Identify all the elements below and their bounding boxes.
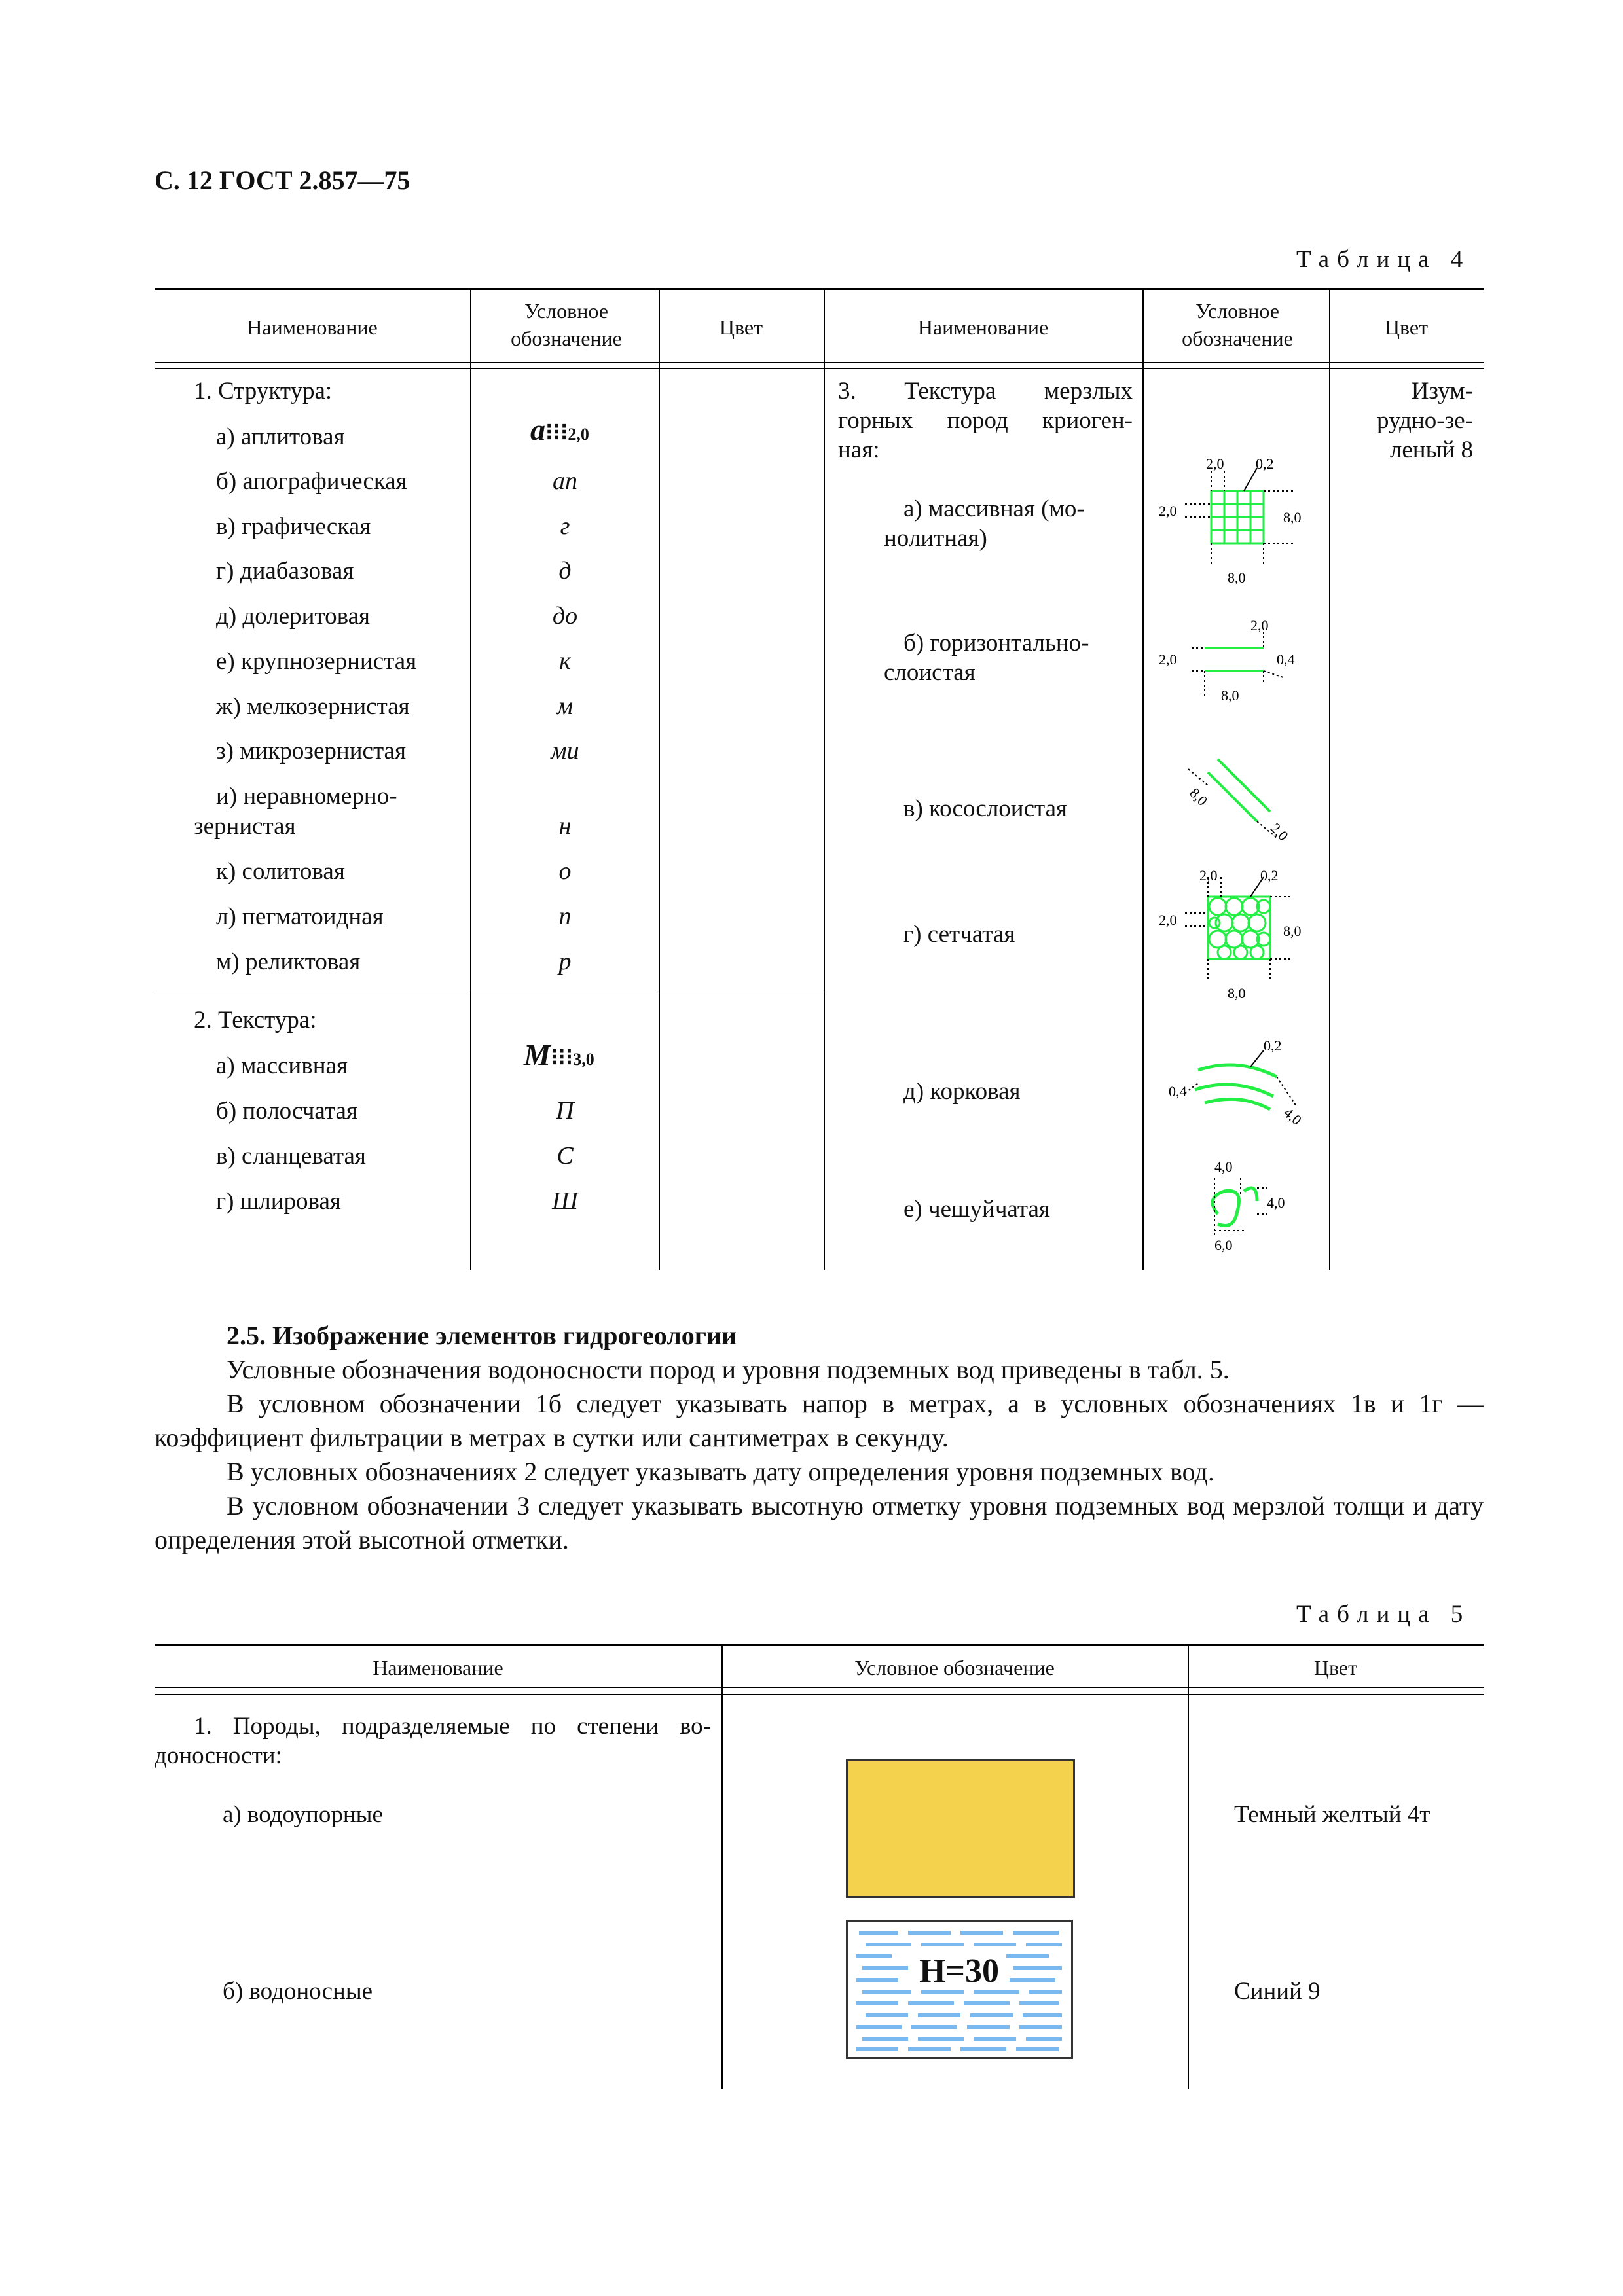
table5-header-name: Наименование	[373, 1656, 503, 1679]
table-row-symbol: д	[558, 557, 572, 584]
dim-label: 0,2	[1264, 1037, 1282, 1054]
table-row-name: г) диабазовая	[216, 558, 354, 584]
table4-col-divider	[470, 288, 471, 1270]
table-row-symbol: п	[558, 903, 572, 930]
table5-col-divider	[1188, 1644, 1189, 2089]
section3-color-line1: Изум-	[1411, 378, 1473, 404]
symbol-massivnaya: М⁝⁝⁝3,0	[524, 1038, 594, 1071]
table-row-name: д) корковая	[903, 1078, 1021, 1105]
dim-label: 2,0	[1267, 819, 1292, 844]
table-row-name: ж) мелкозернистая	[216, 693, 410, 720]
table-row-name: а) водоупорные	[223, 1801, 383, 1828]
table-row-name: г) сетчатая	[903, 921, 1015, 948]
table-row-symbol: ап	[553, 467, 577, 495]
table5-header-rule	[155, 1687, 1484, 1688]
table-row-name: д) долеритовая	[216, 603, 371, 630]
section3-color-line2: рудно-зе-	[1377, 407, 1473, 434]
dim-label: 0,4	[1169, 1083, 1187, 1100]
table4-col-divider	[1142, 288, 1144, 1270]
section3-title-line3: ная:	[838, 437, 880, 463]
table-row-name: а) массивная	[216, 1052, 348, 1079]
table4-header-rule	[155, 362, 1484, 363]
table4-col-divider	[824, 288, 825, 1270]
dim-label: 4,0	[1267, 1194, 1285, 1211]
scaly-texture-symbol	[1178, 1152, 1309, 1257]
table-row-name: е) крупнозернистая	[216, 648, 417, 675]
table-row-name: в) графическая	[216, 513, 371, 540]
table5-section1-line1: 1. Породы, подразделяемые по степени во-	[194, 1713, 711, 1740]
table4-header-color-2: Цвет	[1384, 315, 1429, 339]
table-row-name: а) массивная (мо-	[903, 495, 1085, 522]
table-row-name-cont: нолитная)	[884, 525, 987, 552]
dim-label: 8,0	[1221, 687, 1239, 704]
table-row-name: а) аплитовая	[216, 423, 345, 450]
section2-title: 2. Текстура:	[194, 1007, 317, 1033]
table4-top-rule	[155, 288, 1484, 290]
table-row-color: Синий 9	[1234, 1978, 1321, 2005]
table-row-name: б) водоносные	[223, 1978, 373, 2005]
table-row-name: г) шлировая	[216, 1188, 341, 1215]
table-row-symbol: С	[556, 1142, 574, 1170]
table5-header-symbol: Условное обозначение	[854, 1656, 1055, 1679]
table-row-color: Темный желтый 4т	[1234, 1801, 1431, 1828]
table5-top-rule	[155, 1644, 1484, 1646]
dim-label: 0,2	[1260, 867, 1279, 884]
table-row-name: б) полосчатая	[216, 1098, 357, 1124]
table4-header-name-2: Наименование	[917, 315, 1049, 339]
crust-texture-symbol	[1165, 1034, 1322, 1132]
dim-label: 8,0	[1228, 985, 1246, 1001]
table-row-symbol: м	[556, 692, 574, 720]
table-row-symbol: Ш	[552, 1187, 578, 1215]
dim-label: 8,0	[1186, 784, 1211, 809]
table-row-name-cont: зернистая	[194, 813, 296, 840]
symbol-aplitovaya: a⁝⁝⁝2,0	[530, 413, 589, 446]
dim-label: 8,0	[1228, 569, 1246, 586]
section3-color-line3: леный 8	[1389, 437, 1473, 463]
page-header: С. 12 ГОСТ 2.857—75	[155, 166, 410, 195]
section-heading: 2.5. Изображение элементов гидрогеологии	[227, 1321, 737, 1350]
table-row-name: в) сланцеватая	[216, 1143, 366, 1170]
dim-label: 2,0	[1199, 867, 1218, 884]
table-row-name: к) солитовая	[216, 858, 345, 885]
aquifer-swatch	[846, 1920, 1075, 2060]
table5-col-divider	[721, 1644, 723, 2089]
dim-label: 2,0	[1159, 651, 1177, 668]
section3-title-line1: 3. Текстура мерзлых	[838, 378, 1133, 404]
reticulate-texture-symbol	[1159, 867, 1316, 1011]
table4-header-rule-2	[155, 368, 1484, 369]
dim-label: 6,0	[1214, 1237, 1233, 1253]
paragraph: Условные обозначения водоносности пород и уровня подземных вод приведены в табл. 5.	[227, 1355, 1230, 1384]
table-row-name-cont: слоистая	[884, 659, 976, 686]
table-row-name: и) неравномерно-	[216, 783, 397, 810]
section1-title: 1. Структура:	[194, 378, 333, 404]
paragraph: В условном обозначении 1б следует указывать напор в метрах, а в условных обозначениях 1в и 1г — коэффициент фильтрации в метрах в сутки или сантиметрах в секунду.	[155, 1389, 1484, 1452]
table-row-symbol: ми	[551, 737, 579, 764]
section3-title-line2: горных пород криоген-	[838, 407, 1133, 434]
table4-header-name: Наименование	[247, 315, 378, 339]
dim-label: 2,0	[1159, 912, 1177, 928]
table-row-symbol: р	[558, 948, 572, 975]
table-row-symbol: г	[560, 512, 570, 540]
paragraph: В условном обозначении 3 следует указывать высотную отметку уровня подземных вод мерзлой толщи и дату определения этой высотной отметки.	[155, 1491, 1484, 1554]
table-row-name: б) апографическая	[216, 468, 407, 495]
table5-header-rule-2	[155, 1694, 1484, 1695]
table4-header-symbol: Условное обозначение	[511, 299, 622, 350]
cross-layered-symbol	[1178, 746, 1309, 857]
table-row-name: б) горизонтально-	[903, 630, 1089, 656]
table4-header-color: Цвет	[719, 315, 763, 339]
paragraph: В условных обозначениях 2 следует указывать дату определения уровня подземных вод.	[227, 1457, 1214, 1486]
aquiclude-swatch	[846, 1759, 1075, 1898]
table-row-symbol: о	[558, 857, 572, 885]
table4-col-divider	[659, 288, 660, 1270]
dim-label: 2,0	[1206, 456, 1224, 472]
table4-col-divider	[1329, 288, 1330, 1270]
aquifer-head-label: H=30	[919, 1952, 1000, 1990]
dim-label: 8,0	[1283, 923, 1302, 939]
table5-section1-line2: доносности:	[155, 1742, 282, 1769]
dim-label: 2,0	[1250, 617, 1269, 634]
table-row-name: в) косослоистая	[903, 795, 1068, 822]
dim-label: 0,2	[1256, 456, 1274, 472]
table-row-name: з) микрозернистая	[216, 738, 407, 764]
dim-label: 4,0	[1214, 1158, 1233, 1175]
dim-label: 4,0	[1280, 1104, 1305, 1128]
dim-label: 0,4	[1277, 651, 1295, 668]
massive-texture-symbol	[1159, 452, 1316, 596]
table-row-name: е) чешуйчатая	[903, 1196, 1050, 1223]
dim-label: 2,0	[1159, 503, 1177, 519]
table-row-symbol: до	[552, 602, 578, 630]
table-row-symbol: к	[559, 647, 571, 675]
table4-label: Таблица 4	[1296, 246, 1471, 273]
table-row-name: л) пегматоидная	[216, 903, 384, 930]
horizontal-layered-symbol	[1159, 612, 1316, 710]
table4-header-symbol-2: Условное обозначение	[1182, 299, 1293, 350]
table5-header-color: Цвет	[1313, 1656, 1358, 1679]
table-row-symbol: н	[558, 812, 572, 840]
table-row-name: м) реликтовая	[216, 948, 361, 975]
table-row-symbol: П	[556, 1097, 574, 1124]
dim-label: 8,0	[1283, 509, 1302, 526]
table5-label: Таблица 5	[1296, 1601, 1471, 1628]
